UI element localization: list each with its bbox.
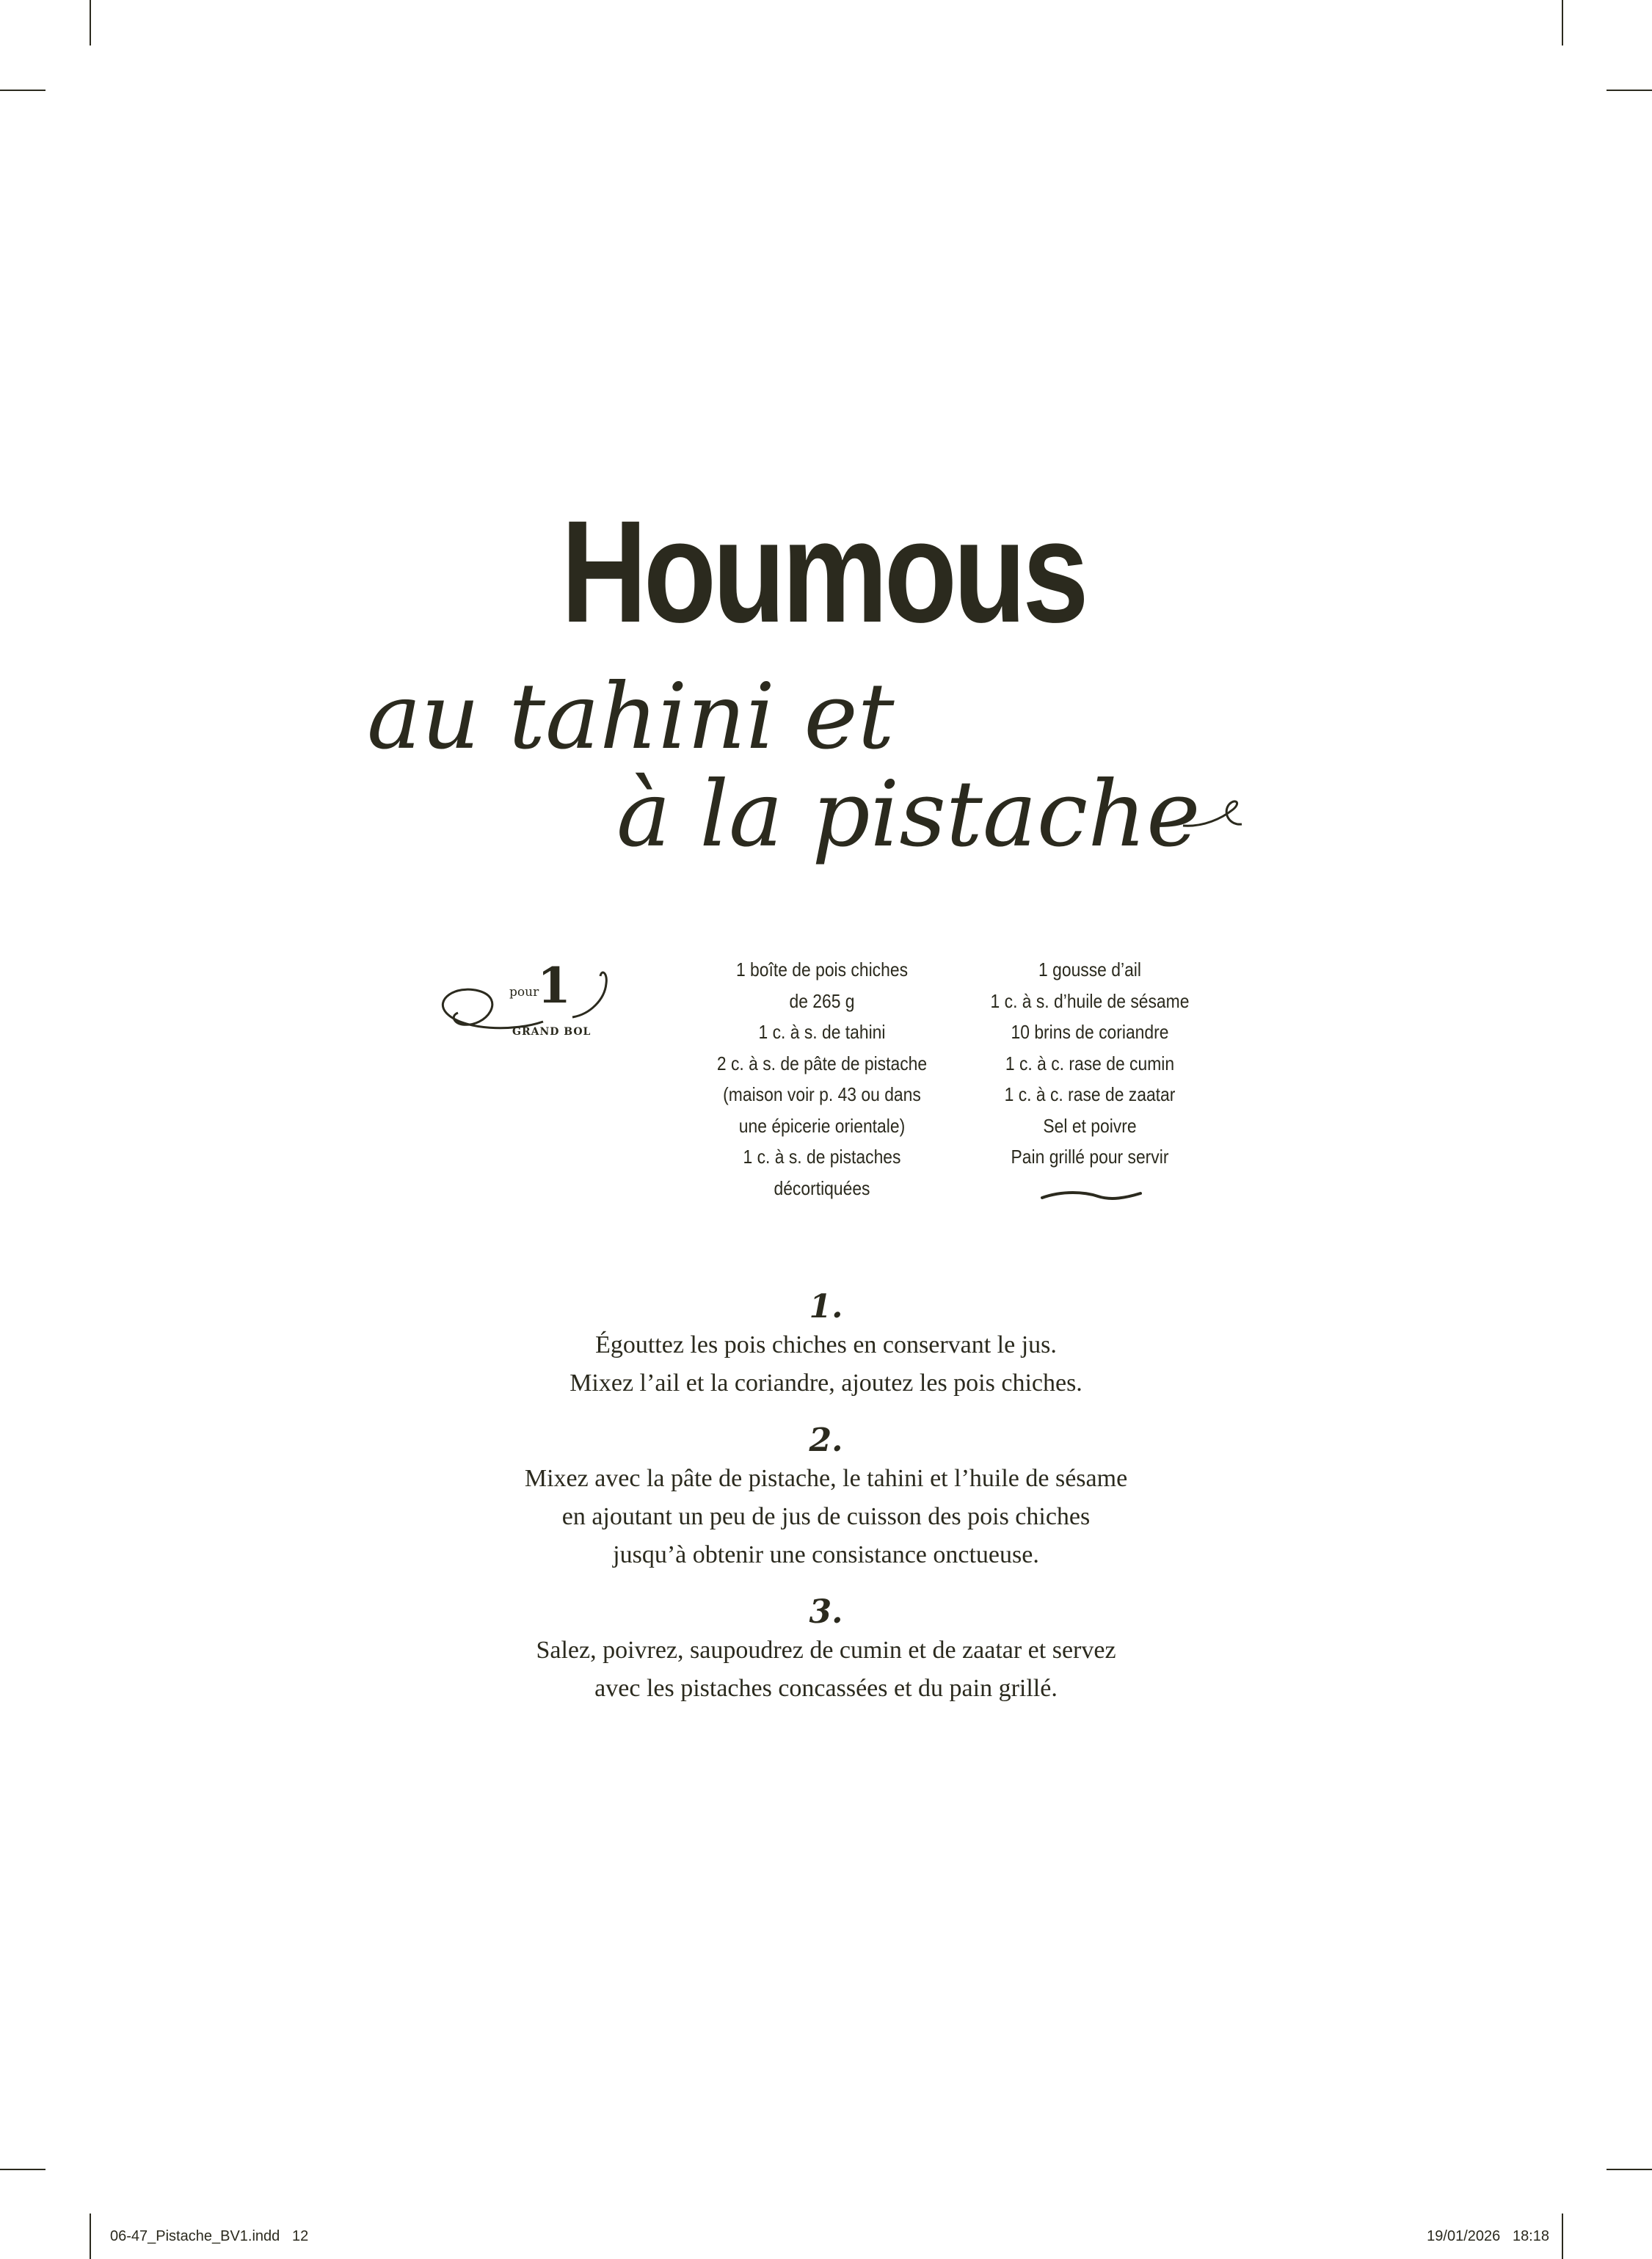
crop-mark-top-right	[1562, 0, 1563, 46]
step-number: 1.	[809, 1288, 843, 1325]
ingredient-item: de 265 g	[789, 989, 855, 1012]
step-text-line: Mixez avec la pâte de pistache, le tahini et l’huile de sésame	[524, 1465, 1128, 1492]
ingredient-item: Sel et poivre	[1043, 1114, 1137, 1137]
ingredient-item: 1 c. à s. de tahini	[758, 1021, 886, 1043]
step-number: 2.	[809, 1422, 843, 1459]
serves-number: 1	[537, 957, 571, 1014]
ingredient-item: Pain grillé pour servir	[1011, 1146, 1169, 1168]
step-text-line: jusqu’à obtenir une consistance onctueuse.	[613, 1541, 1039, 1568]
ingredient-item: 1 c. à c. rase de zaatar	[1004, 1083, 1176, 1105]
crop-mark-top-left	[90, 0, 91, 46]
recipe-title: Houmous	[561, 490, 1085, 652]
step-text-line: Égouttez les pois chiches en conservant le jus.	[595, 1331, 1057, 1358]
crop-mark-right-bottom	[1606, 2169, 1652, 2170]
serves-swash-icon	[433, 951, 631, 1054]
step-number: 3.	[809, 1593, 843, 1631]
ingredient-item: 1 c. à s. de pistaches	[743, 1146, 901, 1168]
serves-prefix: pour	[509, 985, 539, 1000]
ingredient-item: 2 c. à s. de pâte de pistache	[716, 1052, 928, 1074]
ingredient-item: (maison voir p. 43 ou dans	[723, 1083, 921, 1105]
step-text-line: avec les pistaches concassées et du pain grillé.	[594, 1675, 1058, 1702]
ingredients-column-2	[965, 954, 1215, 1173]
footer-datetime: 19/01/2026 18:18	[1427, 2228, 1549, 2244]
title-swash-ornament	[1182, 796, 1248, 848]
crop-mark-left-bottom	[0, 2169, 46, 2170]
step-text-line: Salez, poivrez, saupoudrez de cumin et de zaatar et servez	[536, 1637, 1116, 1664]
recipe-step	[0, 1593, 1652, 1708]
crop-mark-bottom-left	[90, 2213, 91, 2259]
step-text-line: en ajoutant un peu de jus de cuisson des pois chiches	[561, 1503, 1091, 1530]
ingredient-item: décortiquées	[774, 1176, 870, 1199]
crop-mark-right-top	[1606, 90, 1652, 91]
recipe-steps	[0, 1288, 1652, 1727]
ingredients-swash-ornament	[1041, 1187, 1143, 1205]
crop-mark-left-top	[0, 90, 46, 91]
serves-badge	[433, 951, 631, 1054]
recipe-subtitle-line1: au tahini et	[367, 664, 895, 770]
footer-file-slug: 06-47_Pistache_BV1.indd 12	[110, 2228, 309, 2244]
crop-mark-bottom-right	[1562, 2213, 1563, 2259]
serves-unit: GRAND BOL	[512, 1026, 592, 1038]
ingredient-item: 10 brins de coriandre	[1011, 1021, 1169, 1043]
ingredient-item: 1 boîte de pois chiches	[735, 958, 909, 981]
ingredient-item: 1 c. à s. d’huile de sésame	[990, 989, 1190, 1012]
ingredients-column-1	[697, 954, 947, 1204]
ingredient-item: 1 gousse d’ail	[1038, 958, 1141, 981]
ingredient-item: une épicerie orientale)	[738, 1114, 906, 1137]
recipe-step	[0, 1422, 1652, 1574]
recipe-step	[0, 1288, 1652, 1403]
ingredient-item: 1 c. à c. rase de cumin	[1005, 1052, 1175, 1074]
step-text-line: Mixez l’ail et la coriandre, ajoutez les pois chiches.	[570, 1369, 1082, 1397]
recipe-subtitle-line2: à la pistache	[616, 762, 1201, 867]
